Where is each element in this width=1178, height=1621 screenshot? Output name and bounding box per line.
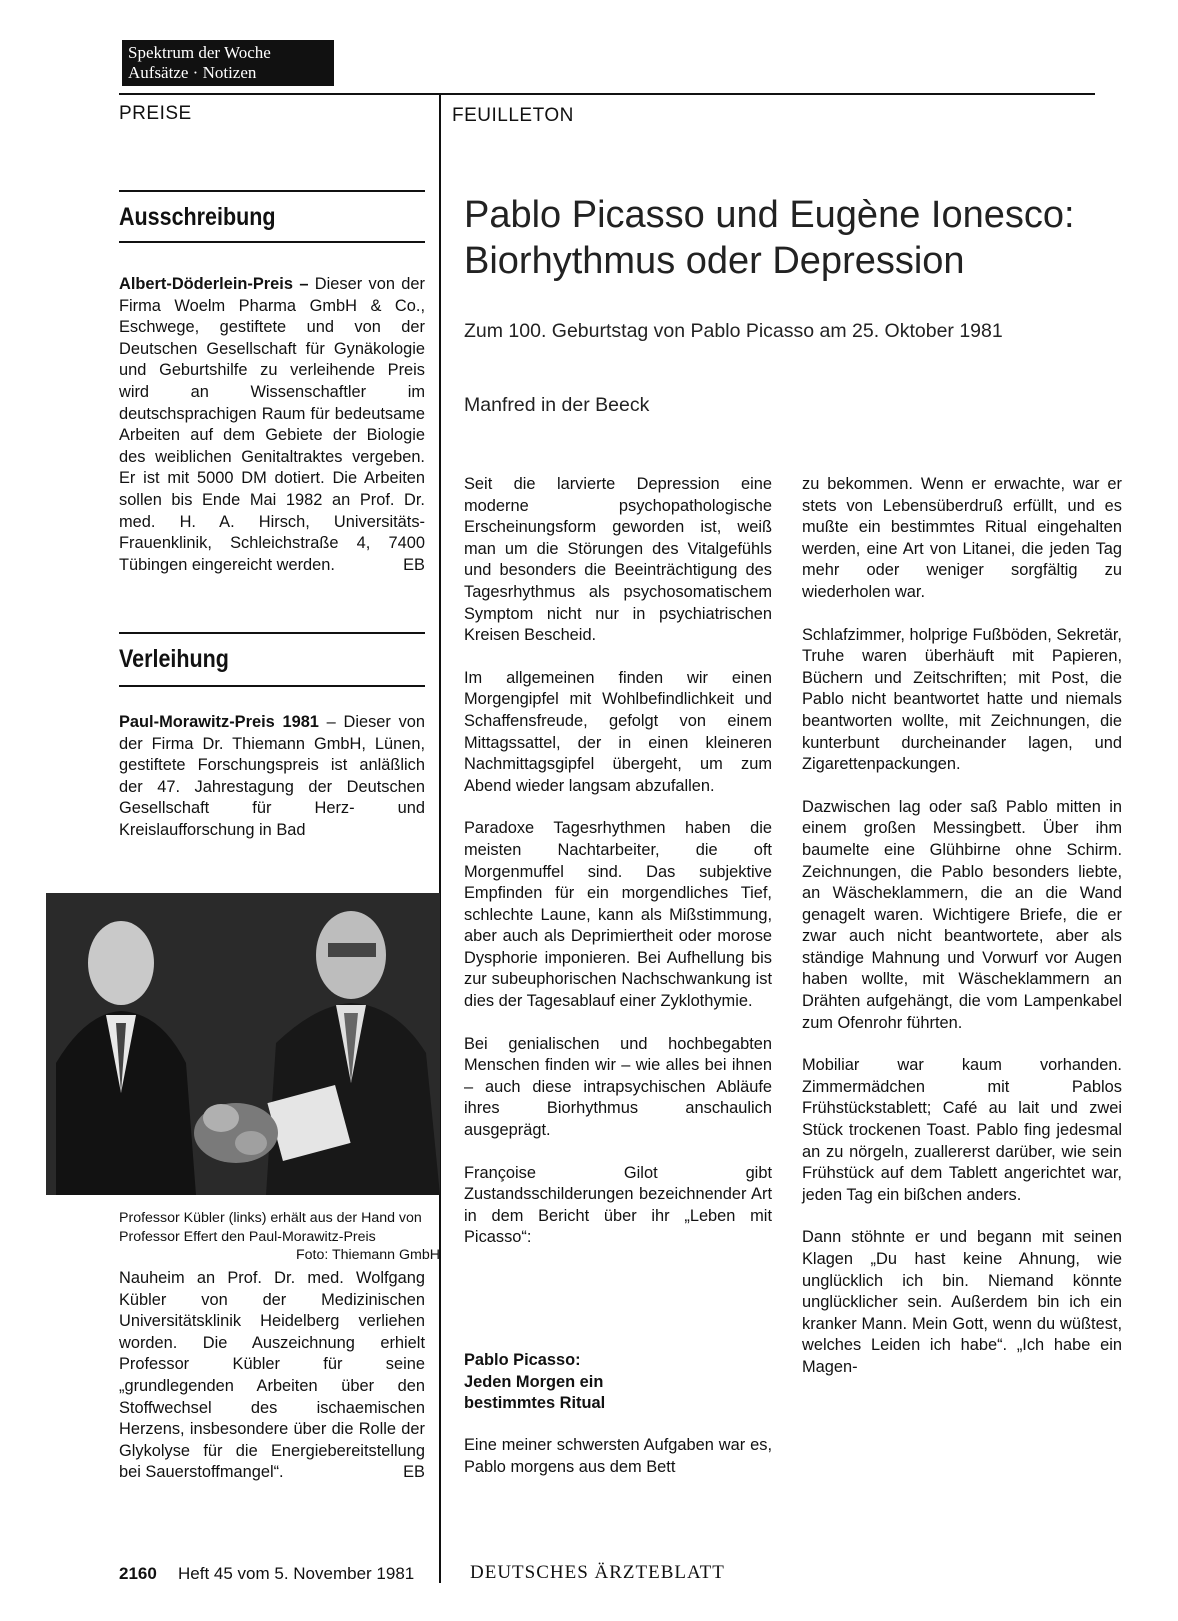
heading-verleihung: Verleihung xyxy=(119,645,229,673)
award2-sign: EB xyxy=(403,1463,425,1482)
column-divider xyxy=(439,93,441,1583)
rule-verleihung-bottom xyxy=(119,685,425,687)
col2-para-2: Schlafzimmer, holprige Fußböden, Sekretär, Truhe waren überhäuft mit Papieren, Büchern und Zeitschriften; mit Post, die Pablo nicht beantwortet hatte und niemals beantworten wollte, mit Zeichnungen, die kunterbunt durcheinander lagen, und Zigarettenpackungen. xyxy=(802,625,1122,774)
title-line-1: Pablo Picasso und Eugène Ionesco: xyxy=(464,194,1075,236)
top-rule xyxy=(119,93,1095,95)
footer-issue: Heft 45 vom 5. November 1981 xyxy=(178,1564,415,1583)
header-box xyxy=(122,40,334,86)
footer-page-number: 2160 xyxy=(119,1564,157,1583)
rule-ausschreibung-top xyxy=(119,190,425,192)
article-author: Manfred in der Beeck xyxy=(464,394,650,416)
col1-para-4: Bei genialischen und hochbegabten Menschen finden wir – wie alles bei ihnen – auch diese intrapsychischen Abläufe ihres Biorhythmus anschaulich ausgeprägt. xyxy=(464,1034,772,1140)
photo-caption xyxy=(119,1209,440,1265)
subhead-line-3: bestimmtes Ritual xyxy=(464,1394,606,1413)
col1-para-5: Françoise Gilot gibt Zustandsschilderungen bezeichnender Art in dem Bericht über ihr „Leben mit Picasso“: xyxy=(464,1163,772,1247)
award2-name: Paul-Morawitz-Preis 1981 xyxy=(119,713,319,731)
subhead-line-1: Pablo Picasso: xyxy=(464,1351,581,1369)
verleihung-text xyxy=(119,712,425,842)
section-label-feuilleton: FEUILLETON xyxy=(452,105,574,126)
award-photo xyxy=(46,893,440,1195)
article-column-1-end xyxy=(464,1435,772,1478)
header-line-1: Spektrum der Woche xyxy=(128,43,271,62)
award2-text: – Dieser von der Firma Dr. Thiemann GmbH, Lünen, gestiftete Forschungspreis ist anläßlich der 47. Jahrestagung der Deutschen Gesellschaft für Herz- und Kreislaufforschung in Bad xyxy=(119,713,425,839)
footer-journal: DEUTSCHES ÄRZTEBLATT xyxy=(470,1562,725,1583)
col1-para-3: Paradoxe Tagesrhythmen haben die meisten Nachtarbeiter, die oft Morgenmuffel sind. Das subjektive Empfinden für ein morgendliches Tief, schlechte Laune, kann als Mißstimmung, aber auch als Deprimiertheit oder morose Dysphorie imponieren. Bei Aufhellung bis zur subeuphorischen Nachschwankung ist dies der Tagesablauf einer Zyklothymie. xyxy=(464,819,772,1011)
article-subtitle: Zum 100. Geburtstag von Pablo Picasso am 25. Oktober 1981 xyxy=(464,320,1003,342)
col2-para-4: Mobiliar war kaum vorhanden. Zimmermädchen mit Pablos Frühstückstablett; Café au lait und zwei Stück trockenen Toast. Pablo fing jedesmal an zu nörgeln, zuallererst darüber, wie sein Frühstück auf dem Tablett angerichtet war, jeden Tag ein bißchen anders. xyxy=(802,1056,1122,1204)
heading-ausschreibung: Ausschreibung xyxy=(119,203,276,231)
col2-para-5: Dann stöhnte er und begann mit seinen Klagen „Du hast keine Ahnung, wie unglücklich ich bin. Niemand könnte unglücklicher sein. Außerdem bin ich ein kranker Mann. Mein Gott, wenn du wüßtest, welches Leiden ich habe“. „Ich habe ein Magen- xyxy=(802,1228,1122,1376)
award1-name: Albert-Döderlein-Preis – xyxy=(119,275,309,293)
col2-para-1: zu bekommen. Wenn er erwachte, war er stets von Lebensüberdruß erfüllt, und es mußte ein bestimmtes Ritual eingehalten werden, eine Art von Litanei, die jeden Tag mehr oder weniger sorgfältig zu wiederholen war. xyxy=(802,475,1122,601)
award2-cont: Nauheim an Prof. Dr. med. Wolfgang Kübler von der Medizinischen Universitätsklinik Heidelberg verliehen worden. Die Auszeichnung erhielt Professor Kübler für seine „grundlegenden Arbeiten über den Stoffwechsel des ischaemischen Herzens, insbesondere über die Rolle der Glykolyse für die Energiebereitstellung bei Sauerstoffmangel“. xyxy=(119,1269,425,1482)
award1-text: Dieser von der Firma Woelm Pharma GmbH & Co., Eschwege, gestiftete und von der Deutschen Gesellschaft für Gynäkologie und Geburtshilfe zu verleihende Preis wird an Wissenschaftler im deutschsprachigen Raum für bedeutsame Arbeiten auf dem Gebiete der Biologie des weiblichen Genitaltraktes vergeben. Er ist mit 5000 DM dotiert. Die Arbeiten sollen bis Ende Mai 1982 an Prof. Dr. med. H. A. Hirsch, Universitäts-Frauenklinik, Schleichstraße 4, 7400 Tübingen eingereicht werden. xyxy=(119,275,425,574)
section-label-preise: PREISE xyxy=(119,103,192,124)
article-column-1 xyxy=(464,474,772,1249)
award1-sign: EB xyxy=(403,555,425,574)
col1-para-2: Im allgemeinen finden wir einen Morgengipfel mit Wohlbefindlichkeit und Schaffensfreude, gefolgt von einem Mittagssattel, der in einen kleineren Nachmittagsgipfel übergeht, um zum Abend wieder langsam abzufallen. xyxy=(464,668,772,795)
header-line-2: Aufsätze · Notizen xyxy=(128,63,257,82)
caption-credit: Foto: Thiemann GmbH xyxy=(295,1247,440,1263)
article-title xyxy=(464,192,1124,284)
verleihung-text-cont xyxy=(119,1268,425,1484)
title-line-2: Biorhythmus oder Depression xyxy=(464,240,965,282)
ausschreibung-text xyxy=(119,274,425,576)
article-subhead xyxy=(464,1350,772,1415)
col1-end-text: Eine meiner schwersten Aufgaben war es, Pablo morgens aus dem Bett xyxy=(464,1436,772,1476)
rule-ausschreibung-bottom xyxy=(119,241,425,243)
rule-verleihung-top xyxy=(119,632,425,634)
col1-para-1: Seit die larvierte Depression eine moderne psychopathologische Erscheinungsform geworden ist, weiß man um die Störungen des Vitalgefühls und besonders die Beeinträchtigung des Tagesrhythmus als psychosomatischem Symptom nicht nur in psychiatrischen Kreisen Bescheid. xyxy=(464,475,772,645)
subhead-line-2: Jeden Morgen ein xyxy=(464,1372,604,1391)
caption-text: Professor Kübler (links) erhält aus der Hand von Professor Effert den Paul-Morawitz-Preis xyxy=(119,1210,422,1245)
award-photo-image xyxy=(46,893,440,1195)
article-column-2 xyxy=(802,474,1122,1379)
col2-para-3: Dazwischen lag oder saß Pablo mitten in einem großen Messingbett. Über ihm baumelte eine Glühbirne ohne Schirm. Zeichnungen, die Pablo besonders liebte, an Wäscheklammern, die an die Wand genagelt waren. Wichtigere Briefe, die er zwar auch nicht beantwortete, aber als ständige Mahnung und Vorwurf vor Augen haben wollte, mit Wäscheklammern an Drähten aufgehängt, die vom Lampenkabel zum Ofenrohr führten. xyxy=(802,797,1122,1032)
